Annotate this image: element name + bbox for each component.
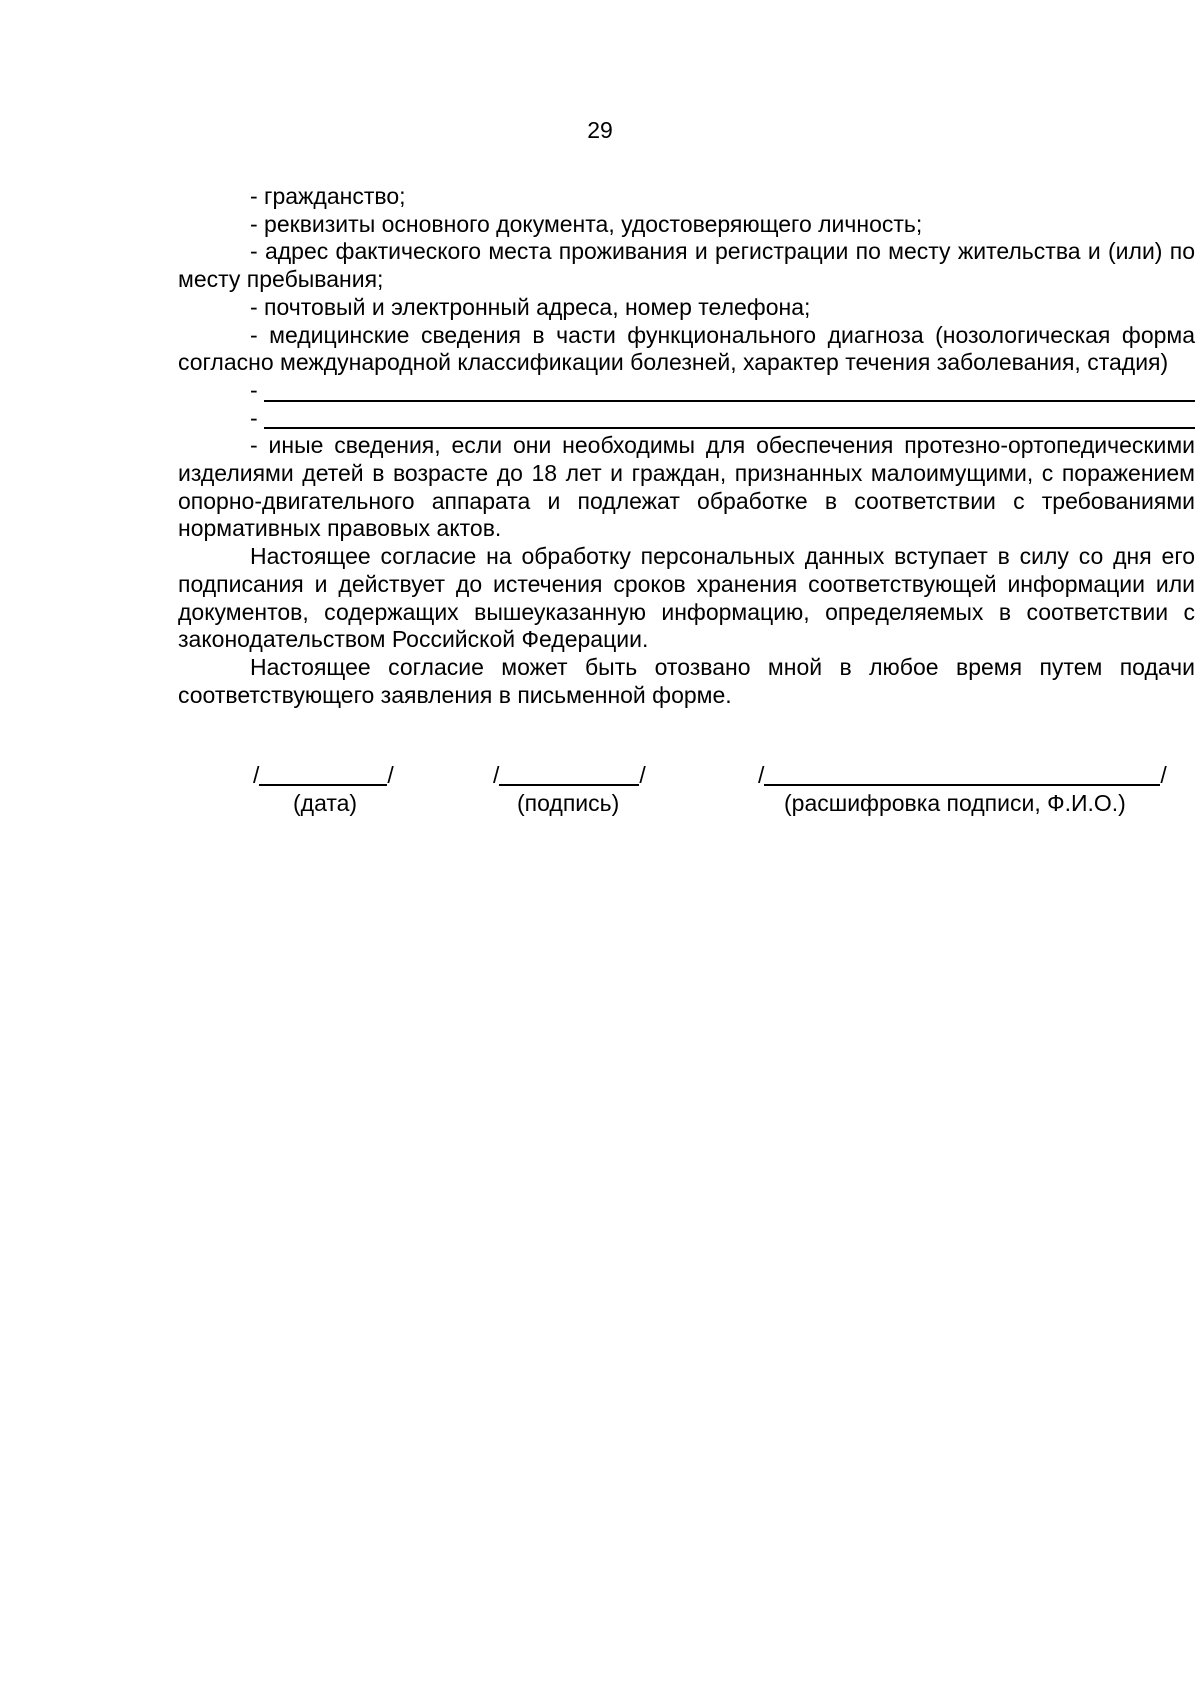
name-fill-line[interactable] bbox=[764, 762, 1160, 786]
name-caption: (расшифровка подписи, Ф.И.О.) bbox=[784, 790, 1126, 816]
blank-item-1 bbox=[178, 377, 1195, 405]
page-number: 29 bbox=[587, 117, 613, 143]
date-field bbox=[253, 762, 394, 816]
blank-item-fill-line[interactable] bbox=[264, 407, 1195, 429]
slash-right: / bbox=[639, 762, 646, 788]
item-address: - адрес фактического места проживания и регистрации по месту жительства и (или) по месту пребывания; bbox=[178, 238, 1195, 293]
blank-item-fill-line[interactable] bbox=[264, 380, 1195, 402]
consent-revocation-paragraph: Настоящее согласие может быть отозвано мной в любое время путем подачи соответствующего заявления в письменной форме. bbox=[178, 653, 1195, 708]
item-medical-info: - медицинские сведения в части функционального диагноза (нозологическая форма согласно международной классификации болезней, характер течения заболевания, стадия) bbox=[178, 321, 1195, 376]
signature-field bbox=[493, 762, 646, 816]
item-other-info: - иные сведения, если они необходимы для обеспечения протезно-ортопедическими изделиями детей в возрасте до 18 лет и граждан, признанных малоимущими, с поражением опорно-двигательного аппарата и подлежат обработке в соответствии с требованиями нормативных правовых актов. bbox=[178, 432, 1195, 542]
blank-item-dash: - bbox=[250, 404, 258, 431]
slash-left: / bbox=[493, 762, 500, 788]
item-identity-document: - реквизиты основного документа, удостоверяющего личность; bbox=[250, 210, 923, 237]
blank-item-2 bbox=[178, 405, 1195, 433]
signature-fill-line[interactable] bbox=[499, 762, 639, 786]
slash-left: / bbox=[253, 762, 260, 788]
slash-left: / bbox=[758, 762, 765, 788]
date-fill-line[interactable] bbox=[259, 762, 387, 786]
signature-block bbox=[0, 762, 1200, 822]
date-caption: (дата) bbox=[293, 790, 358, 816]
slash-right: / bbox=[387, 762, 394, 788]
slash-right: / bbox=[1160, 762, 1167, 788]
item-citizenship: - гражданство; bbox=[250, 183, 406, 209]
document-body bbox=[178, 183, 1195, 709]
signature-caption: (подпись) bbox=[517, 790, 620, 816]
blank-item-dash: - bbox=[250, 376, 258, 403]
name-field bbox=[758, 762, 1167, 816]
consent-validity-paragraph: Настоящее согласие на обработку персональных данных вступает в силу со дня его подписания и действует до истечения сроков хранения соответствующей информации или документов, содержащих вышеуказанную информацию, определяемых в соответствии с законодательством Российской Федерации. bbox=[178, 543, 1195, 653]
item-contacts: - почтовый и электронный адреса, номер телефона; bbox=[250, 293, 811, 320]
